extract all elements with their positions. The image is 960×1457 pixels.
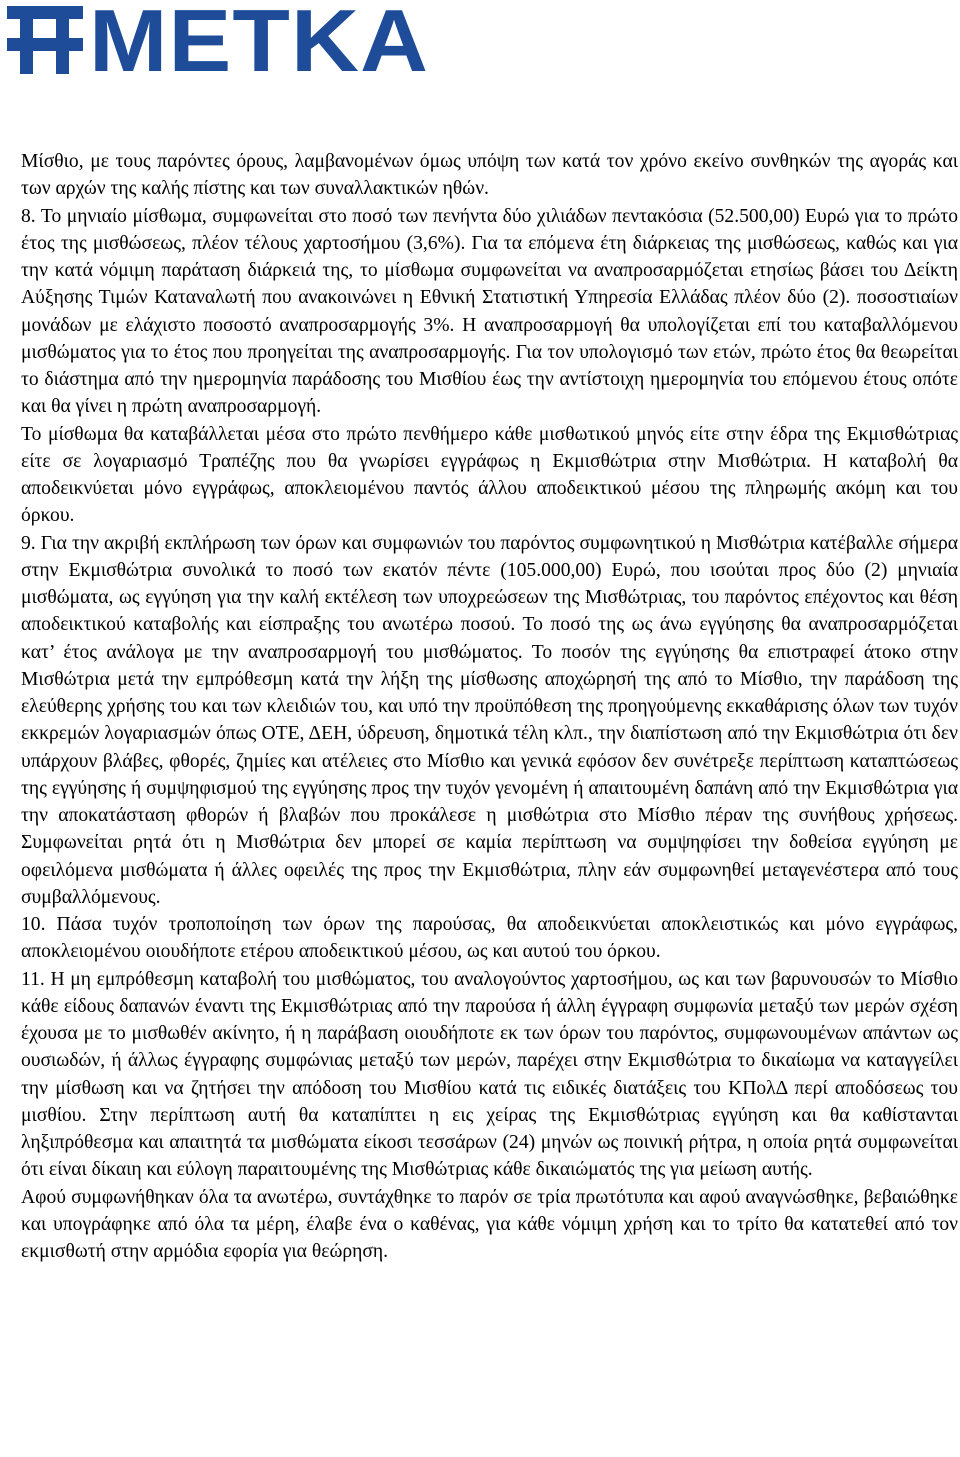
contract-body: [21, 148, 958, 1265]
paragraph-continuation: Μίσθιο, με τους παρόντες όρους, λαμβανομένων όμως υπόψη των κατά τον χρόνο εκείνο συνθηκών της αγοράς και των αρχών της καλής πίστης και των συναλλακτικών ηθών.: [21, 151, 958, 200]
paragraph-clause-10: 10. Πάσα τυχόν τροποποίηση των όρων της παρούσας, θα αποδεικνύεται αποκλειστικώς και μόνο εγγράφως, αποκλειομένου οιουδήποτε ετέρου αποδεικτικού μέσου, ως και αυτού του όρκου.: [21, 914, 958, 963]
company-logo: [7, 0, 430, 90]
paragraph-clause-9: 9. Για την ακριβή εκπλήρωση των όρων και συμφωνιών του παρόντος συμφωνητικού η Μισθώτρια κατέβαλλε σήμερα στην Εκμισθώτρια συνολικά το ποσό των εκατόν πέντε (105.000,00) Ευρώ, που ισούται προς δύο (2) μηνιαία μισθώματα, ως εγγύηση για την καλή εκτέλεση των υποχρεώσεων της Μισθώτριας, του παρόντος επέχοντος και θέση αποδεικτικού καταβολής και είσπραξης του ανωτέρω ποσού. Το ποσό της ως άνω εγγύησης θα αναπροσαρμόζεται κατ’ έτος ανάλογα με την αναπροσαρμογή του μισθώματος. Το ποσόν της εγγύησης θα επιστραφεί άτοκο στην Μισθώτρια μετά την εμπρόθεσμη κατά την λήξη της μίσθωσης αποχώρησή της από το Μίσθιο, την παράδοση της ελεύθερης χρήσης του και των κλειδιών του, και υπό την προϋπόθεση της προηγούμενης εκκαθάρισης όλων των τυχόν εκκρεμών λογαριασμών όπως ΟΤΕ, ΔΕΗ, ύδρευση, δημοτικά τέλη κλπ., την διαπίστωση από την Εκμισθώτρια ότι δεν υπάρχουν βλάβες, φθορές, ζημίες και ατέλειες στο Μίσθιο και γενικά εφόσον δεν συνέτρεξε περίπτωση καταπτώσεως της εγγύησης ή συμψηφισμού της εγγύησης προς την τυχόν γενομένη ή απαιτουμένη δαπάνη από την Εκμισθώτρια για την αποκατάσταση φθορών ή βλαβών που προκάλεσε η μισθώτρια στο Μίσθιο πέραν της συνήθους χρήσεως. Συμφωνείται ρητά ότι η Μισθώτρια δεν μπορεί σε καμία περίπτωση να συμψηφίσει την δοθείσα εγγύηση με οφειλόμενα μισθώματα ή άλλες οφειλές της προς την Εκμισθώτρια, πλην εάν συμφωνηθεί μεταγενέστερα από τους συμβαλλόμενους.: [21, 532, 958, 908]
brand-name: METKA: [89, 0, 430, 90]
paragraph-payment: Το μίσθωμα θα καταβάλλεται μέσα στο πρώτο πενθήμερο κάθε μισθωτικού μηνός είτε στην έδρα της Εκμισθώτριας είτε σε λογαριασμό Τραπέζης που θα γνωρίσει εγγράφως η Εκμισθώτρια στην Μισθώτρια. Η καταβολή θα αποδεικνύεται μόνο εγγράφως, αποκλειομένου παντός άλλου αποδεικτικού μέσου της πληρωμής ακόμη και του όρκου.: [21, 423, 958, 527]
paragraph-clause-11: 11. Η μη εμπρόθεσμη καταβολή του μισθώματος, του αναλογούντος χαρτοσήμου, ως και των βαρυνουσών το Μίσθιο κάθε είδους δαπανών έναντι της Εκμισθώτριας από την παρούσα ή άλλη έγγραφη συμφωνία μεταξύ των μερών σχέση έχουσα με το μισθωθέν ακίνητο, ή η παράβαση οιουδήποτε εκ των όρων του παρόντος, συμφωνουμένων απάντων ως ουσιωδών, ή άλλως έγγραφης συμφώνιας μεταξύ των μερών, παρέχει στην Εκμισθώτρια το δικαίωμα να καταγγείλει την μίσθωση και να ζητήσει την απόδοση του Μισθίου κατά τις ειδικές διατάξεις του ΚΠολΔ περί αποδόσεως του μισθίου. Στην περίπτωση αυτή θα καταπίπτει η εις χείρας της Εκμισθώτριας εγγύηση και θα καθίστανται ληξιπρόθεσμα και απαιτητά τα μισθώματα είκοσι τεσσάρων (24) μηνών ως ποινική ρήτρα, η οποία ρητά συμφωνείται ότι είναι δίκαιη και εύλογη παραιτουμένης της Μισθώτριας κάθε δικαιώματός της για μείωση αυτής.: [21, 968, 958, 1181]
paragraph-clause-8: 8. Το μηνιαίο μίσθωμα, συμφωνείται στο ποσό των πενήντα δύο χιλιάδων πεντακόσια (52.500,00) Ευρώ για το πρώτο έτος της μισθώσεως, πλέον τέλους χαρτοσήμου (3,6%). Για τα επόμενα έτη διάρκειας της μισθώσεως, καθώς και για την κατά νόμιμη παράταση διάρκειά της, το μίσθωμα συμφωνείται να αναπροσαρμόζεται ετησίως βάσει του Δείκτη Αύξησης Τιμών Καταναλωτή που ανακοινώνει η Εθνική Στατιστική Υπηρεσία Ελλάδας πλέον δύο (2). ποσοστιαίων μονάδων με ελάχιστο ποσοστό αναπροσαρμογής 3%. Η αναπροσαρμογή θα υπολογίζεται επί του καταβαλλόμενου μισθώματος για το έτος που προηγείται της αναπροσαρμογής. Για τον υπολογισμό των ετών, πρώτο έτος θα θεωρείται το διάστημα από την ημερομηνία παράδοσης του Μισθίου έως την αντίστοιχη ημερομηνία του επόμενου έτους οπότε και θα γίνει η πρώτη αναπροσαρμογή.: [21, 205, 958, 418]
paragraph-closing: Αφού συμφωνήθηκαν όλα τα ανωτέρω, συντάχθηκε το παρόν σε τρία πρωτότυπα και αφού αναγνώσθηκε, βεβαιώθηκε και υπογράφηκε από όλα τα μέρη, έλαβε ένα ο καθένας, για κάθε νόμιμη χρήση και το τρίτο θα κατατεθεί από τον εκμισθωτή στην αρμόδια εφορία για θεώρηση.: [21, 1186, 958, 1262]
metka-logo-mark-icon: [7, 4, 83, 76]
